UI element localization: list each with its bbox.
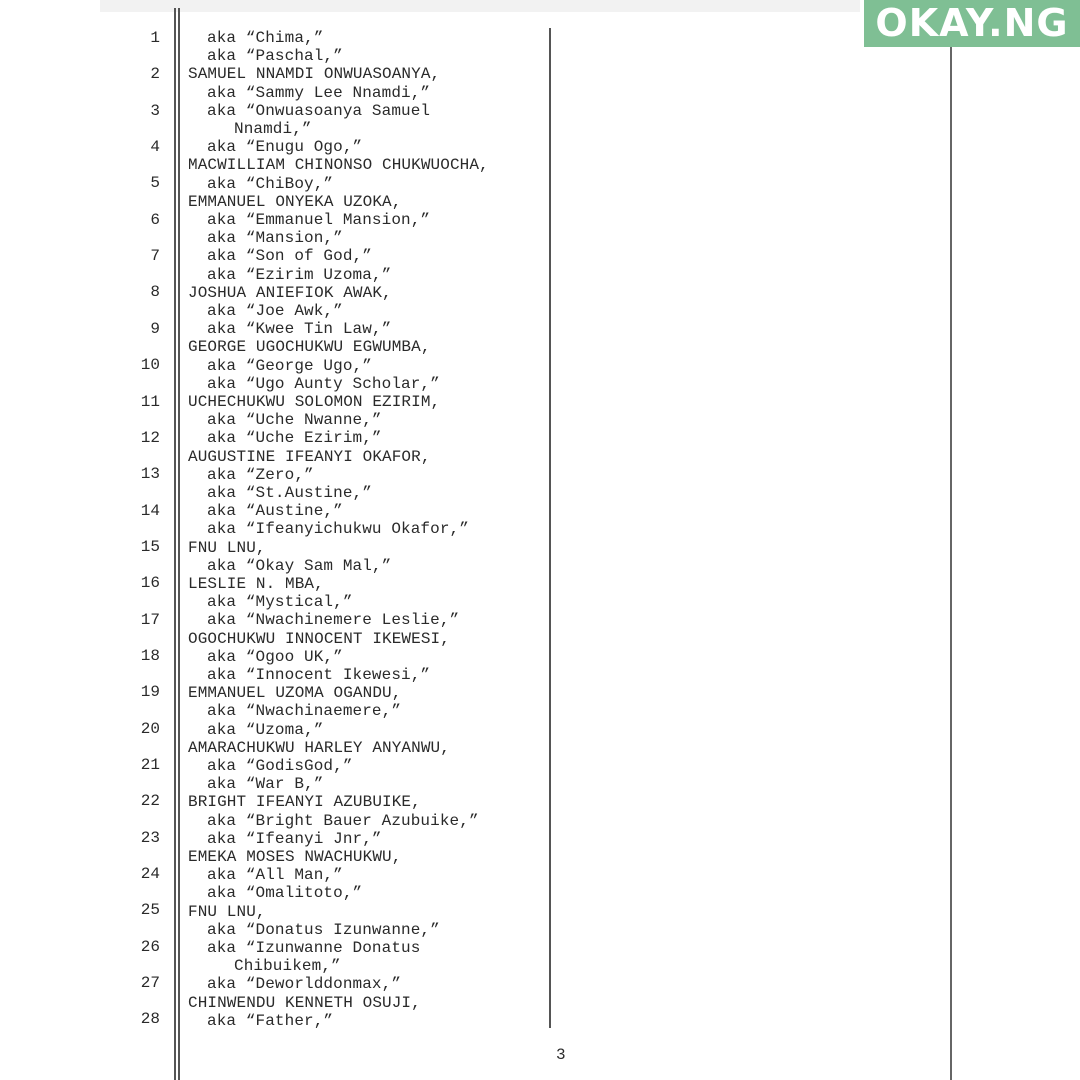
alias-line: aka “Innocent Ikewesi,” [207,666,431,684]
alias-line: aka “Uche Ezirim,” [207,429,382,448]
alias-line: aka “Joe Awk,” [207,302,343,320]
left-margin-rule [174,8,176,1080]
defendant-name: SAMUEL NNAMDI ONWUASOANYA, [188,65,441,84]
line-number: 22 [140,792,160,811]
defendant-name: FNU LNU, [188,538,266,557]
line-number: 4 [150,138,160,157]
alias-line: aka “Okay Sam Mal,” [207,556,392,575]
defendant-name: EMMANUEL ONYEKA UZOKA, [188,192,402,211]
alias-line: aka “Onwuasoanya Samuel [207,101,431,120]
alias-line: aka “Nwachinaemere,” [207,702,402,721]
line-number: 17 [140,610,160,629]
alias-line: Nnamdi,” [234,120,312,138]
alias-line: aka “Izunwanne Donatus [207,939,421,957]
line-number: 23 [140,828,160,847]
defendant-name: BRIGHT IFEANYI AZUBUIKE, [188,793,421,812]
alias-line: aka “Nwachinemere Leslie,” [207,611,460,630]
line-number: 9 [150,319,160,338]
line-number: 11 [140,392,160,411]
alias-line: aka “ChiBoy,” [207,174,334,193]
alias-line: aka “Enugu Ogo,” [207,138,363,157]
alias-line: aka “Mystical,” [207,593,353,612]
alias-line: aka “Uzoma,” [207,720,324,739]
alias-line: aka “Chima,” [207,29,324,47]
alias-line: aka “Zero,” [207,465,314,484]
defendant-name: GEORGE UGOCHUKWU EGWUMBA, [188,338,431,357]
line-number: 27 [140,974,160,993]
line-number: 10 [140,356,160,375]
defendant-name: CHINWENDU KENNETH OSUJI, [188,993,421,1012]
line-number: 25 [140,901,160,920]
line-number: 19 [140,683,160,702]
page-number: 3 [556,1046,566,1064]
line-number: 18 [140,646,160,665]
alias-line: aka “Ugo Aunty Scholar,” [207,374,440,393]
alias-line: aka “Uche Nwanne,” [207,411,382,430]
defendant-name: AUGUSTINE IFEANYI OKAFOR, [188,447,431,466]
defendant-name: EMMANUEL UZOMA OGANDU, [188,684,402,703]
defendant-name: MACWILLIAM CHINONSO CHUKWUOCHA, [188,156,489,175]
caption-column-rule [549,28,551,1028]
alias-line: aka “Son of God,” [207,247,372,266]
defendant-name: FNU LNU, [188,902,266,921]
line-number: 8 [150,283,160,302]
defendant-name: OGOCHUKWU INNOCENT IKEWESI, [188,629,450,648]
alias-line: aka “GodisGod,” [207,757,353,775]
line-number: 3 [150,101,160,120]
okay-ng-watermark-logo [864,0,1080,47]
left-margin-rule-inner [178,8,180,1080]
alias-line: aka “Ogoo UK,” [207,647,343,666]
line-number: 15 [140,537,160,556]
alias-line: aka “Kwee Tin Law,” [207,320,392,339]
alias-line: aka “Bright Bauer Azubuike,” [207,811,479,830]
alias-line: aka “Deworlddonmax,” [207,975,402,994]
alias-line: aka “War B,” [207,775,324,794]
alias-line: aka “St.Austine,” [207,484,372,502]
alias-line: aka “Austine,” [207,502,343,521]
alias-line: aka “Donatus Izunwanne,” [207,920,440,939]
alias-line: aka “George Ugo,” [207,356,372,375]
line-number: 24 [140,865,160,884]
alias-line: aka “Sammy Lee Nnamdi,” [207,83,431,102]
defendant-name: LESLIE N. MBA, [188,575,324,593]
line-number: 2 [150,65,160,84]
alias-line: aka “Ifeanyi Jnr,” [207,829,382,848]
alias-line: aka “Father,” [207,1011,334,1030]
right-margin-rule [950,40,952,1080]
line-number: 20 [140,719,160,738]
line-number: 13 [140,465,160,484]
line-number: 16 [140,574,160,593]
alias-line: aka “Omalitoto,” [207,884,363,903]
alias-line: aka “Ifeanyichukwu Okafor,” [207,520,469,539]
line-number: 7 [150,247,160,266]
line-number: 5 [150,174,160,193]
alias-line: aka “Mansion,” [207,229,343,248]
line-number: 6 [150,210,160,229]
defendant-name: AMARACHUKWU HARLEY ANYANWU, [188,738,450,757]
defendant-name: EMEKA MOSES NWACHUKWU, [188,848,402,866]
alias-line: aka “All Man,” [207,866,343,885]
line-number: 21 [140,756,160,774]
line-number: 1 [150,29,160,47]
line-number: 14 [140,501,160,520]
defendant-name: UCHECHUKWU SOLOMON EZIRIM, [188,393,441,411]
alias-line: aka “Emmanuel Mansion,” [207,211,431,229]
page-top-edge [100,0,860,12]
line-number: 26 [140,937,160,956]
watermark-text: OKAY.NG [875,1,1069,45]
line-number: 12 [140,428,160,447]
alias-line: aka “Paschal,” [207,47,343,66]
alias-line: aka “Ezirim Uzoma,” [207,265,392,284]
defendant-name: JOSHUA ANIEFIOK AWAK, [188,283,392,302]
alias-line: Chibuikem,” [234,957,341,976]
line-number: 28 [140,1010,160,1029]
